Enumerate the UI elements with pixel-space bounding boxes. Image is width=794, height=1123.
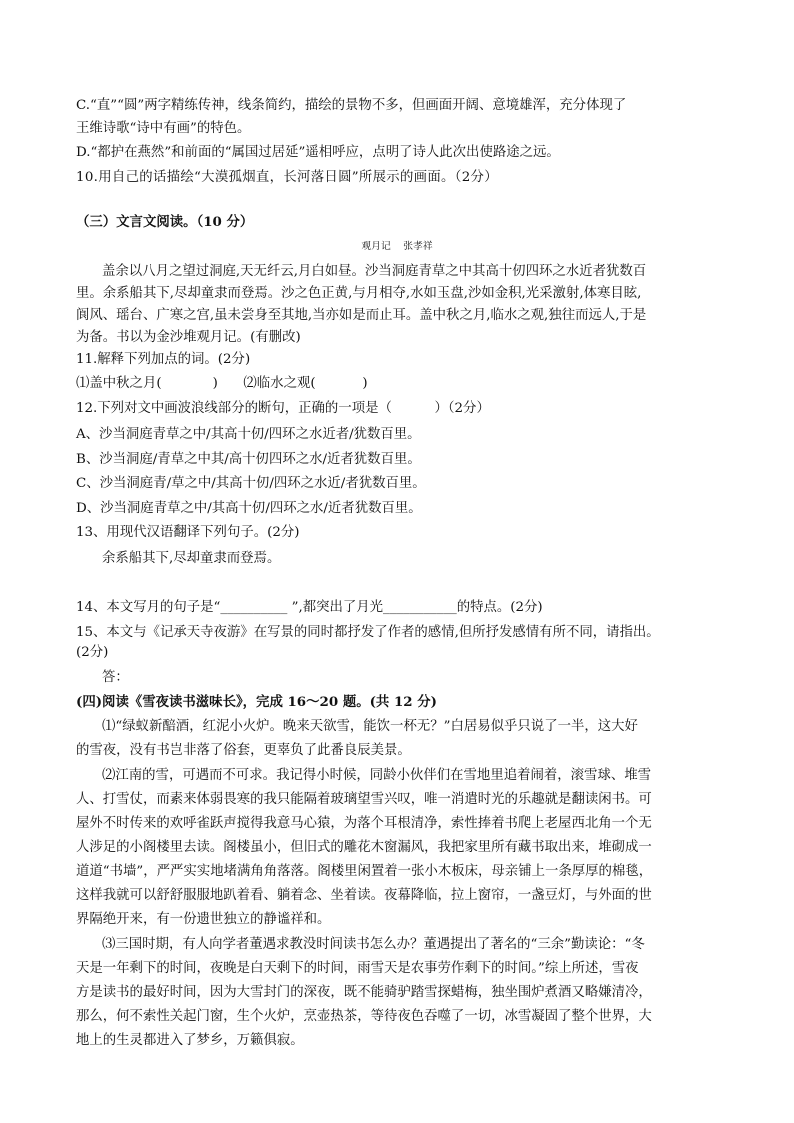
para1-line-1: ⑴“绿蚁新醅酒，红泥小火炉。晚来天欲雪，能饮一杯无？”白居易似乎只说了一半，这大好 <box>102 719 638 734</box>
question-12-option-b: B、沙当洞庭/青草之中其/高十仞四环之水/近者犹数百里。 <box>76 452 421 467</box>
question-15-line2: (2分) <box>76 645 109 660</box>
para2-line-2: 人、打雪仗，而素来体弱畏寒的我只能隔着玻璃望雪兴叹，唯一消遣时光的乐趣就是翻读闲书。可 <box>76 792 652 807</box>
passage-title: 观月记 张孝祥 <box>361 241 433 252</box>
section-4-heading: (四)阅读《雪夜读书滋味长》，完成 16～20 题。(共 12 分) <box>76 694 438 710</box>
question-10: 10.用自己的话描绘“大漠孤烟直，长河落日圆”所展示的画面。（2分） <box>76 170 498 185</box>
option-c-line2: 王维诗歌“诗中有画”的特色。 <box>76 121 251 136</box>
para3-line-3: 方是读书的最好时间，因为大雪封门的深夜，既不能骑驴踏雪探蜡梅，独坐围炉煮酒又略嫌清冷， <box>76 985 652 1000</box>
question-11-items: ⑴盖中秋之月( ) ⑵临水之观( ) <box>76 376 368 391</box>
option-c-line1: C.“直”“圆”两字精练传神，线条简约，描绘的景物不多，但画面开阔、意境雄浑，充分体现了 <box>76 98 627 113</box>
para1-line-2: 的雪夜，没有书岂非落了俗套，更辜负了此番良辰美景。 <box>76 743 411 758</box>
section-3-heading: （三）文言文阅读。（10 分） <box>76 214 254 230</box>
question-14: 14、本文写月的句子是“__________ ”,都突出了月光___________的特点。(2分) <box>76 600 543 615</box>
answer-label: 答： <box>102 670 129 685</box>
question-12-option-c: C、沙当洞庭青/草之中/其高十仞/四环之水近/者犹数百里。 <box>76 476 426 491</box>
question-15-line1: 15、本文与《记承天寺夜游》在写景的同时都抒发了作者的感情,但所抒发感情有所不同，请指出。 <box>76 625 660 640</box>
question-12: 12.下列对文中画波浪线部分的断句，正确的一项是（ ）（2分） <box>76 401 490 416</box>
question-13: 13、用现代汉语翻译下列句子。(2分) <box>76 525 300 540</box>
para2-line-1: ⑵江南的雪，可遇而不可求。我记得小时候，同龄小伙伴们在雪地里追着闹着，滚雪球、堆雪 <box>102 768 652 783</box>
passage-line-3: 阆风、瑶台、广寒之宫,虽未尝身至其地,当亦如是而止耳。盖中秋之月,临水之观,独往而远人,于是 <box>76 308 647 323</box>
para2-line-7: 界隔绝开来，有一份遗世独立的静谧祥和。 <box>76 912 331 927</box>
para2-line-3: 屋外不时传来的欢呼雀跃声搅得我意马心猿，为落个耳根清净，索性捧着书爬上老屋西北角一个无 <box>76 816 652 831</box>
para3-line-4: 那么，何不索性关起门窗，生个火炉，烹壶热茶，等待夜色吞噬了一切，冰雪凝固了整个世界，大 <box>76 1009 652 1024</box>
passage-line-2: 里。余系船其下,尽却童隶而登焉。沙之色正黄,与月相夺,水如玉盘,沙如金积,光采激射,体寒目眩, <box>76 286 642 301</box>
question-12-option-a: A、沙当洞庭青草之中/其高十仞/四环之水近者/犹数百里。 <box>76 427 421 442</box>
passage-line-1: 盖余以八月之望过洞庭,天无纤云,月白如昼。沙当洞庭青草之中其高十仞四环之水近者犹数百 <box>102 264 647 279</box>
option-d: D.“都护在燕然”和前面的“属国过居延”遥相呼应，点明了诗人此次出使路途之远。 <box>76 145 560 160</box>
para2-line-5: 道道“书墙”，严严实实地堵满角角落落。阁楼里闲置着一张小木板床，母亲铺上一条厚厚的棉毯， <box>76 864 653 879</box>
para3-line-2: 天是一年剩下的时间，夜晚是白天剩下的时间，雨雪天是农事劳作剩下的时间。”综上所述，雪夜 <box>76 961 639 976</box>
para2-line-4: 人涉足的小阁楼里去读。阁楼虽小，但旧式的雕花木窗漏风，我把家里所有藏书取出来，堆砌成一 <box>76 840 652 855</box>
question-12-option-d: D、沙当洞庭青草之中/其高十仞/四环之水/近者犹数百里。 <box>76 501 422 516</box>
passage-line-4: 为备。书以为金沙堆观月记。(有删改) <box>76 330 301 345</box>
question-11: 11.解释下列加点的词。(2分) <box>76 352 251 367</box>
para3-line-5: 地上的生灵都进入了梦乡，万籁俱寂。 <box>76 1033 304 1048</box>
question-13-sentence: 余系船其下,尽却童隶而登焉。 <box>102 551 281 566</box>
para2-line-6: 这样我就可以舒舒服服地趴着看、躺着念、坐着读。夜幕降临，拉上窗帘，一盏豆灯，与外面的世 <box>76 888 652 903</box>
para3-line-1: ⑶三国时期，有人向学者董遇求教没时间读书怎么办？董遇提出了著名的“三余”勤读论：“冬 <box>102 937 645 952</box>
